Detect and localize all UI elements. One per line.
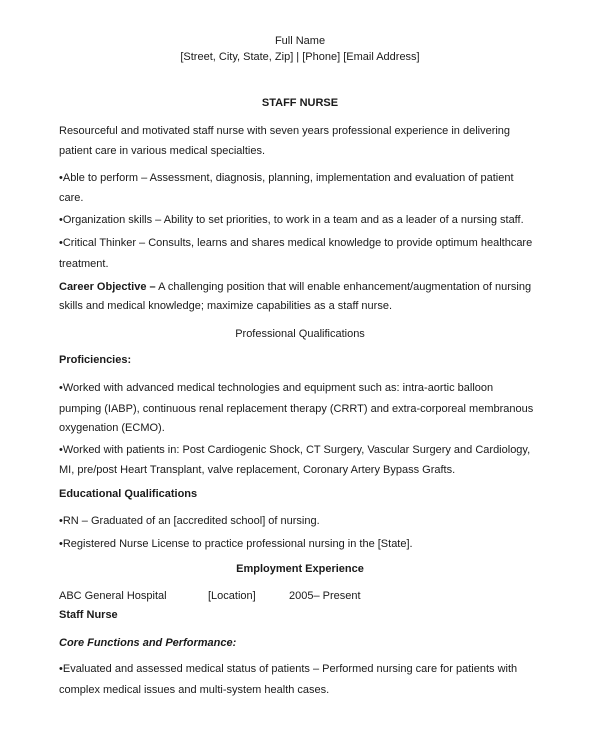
- education-heading: Educational Qualifications: [59, 488, 198, 500]
- career-objective-label: Career Objective –: [59, 281, 156, 293]
- proficiency-1-line-2: pumping (IABP), continuous renal replacement therapy (CRRT) and extra-corporeal membranous: [59, 403, 534, 415]
- summary-line-1: Resourceful and motivated staff nurse with seven years professional experience in delivering: [59, 125, 511, 137]
- proficiency-2-line-1: •Worked with patients in: Post Cardiogenic Shock, CT Surgery, Vascular Surgery and Cardiology,: [59, 444, 531, 456]
- employment-dates: 2005– Present: [289, 590, 361, 602]
- career-objective-line-2: skills and medical knowledge; maximize capabilities as a staff nurse.: [59, 300, 393, 312]
- education-item-2: •Registered Nurse License to practice professional nursing in the [State].: [59, 538, 413, 550]
- professional-qualifications-heading: Professional Qualifications: [235, 328, 365, 340]
- employer-name: ABC General Hospital: [59, 590, 167, 602]
- ability-3-line-2: treatment.: [59, 258, 109, 270]
- full-name: Full Name: [274, 35, 326, 47]
- resume-title: STAFF NURSE: [261, 97, 339, 109]
- summary-line-2: patient care in various medical specialties.: [59, 145, 266, 157]
- proficiency-1-line-1: •Worked with advanced medical technologies and equipment such as: intra-aortic balloon: [59, 382, 494, 394]
- employer-location: [Location]: [208, 590, 256, 602]
- core-function-1-line-2: complex medical issues and multi-system health cases.: [59, 684, 330, 696]
- proficiency-1-line-3: oxygenation (ECMO).: [59, 422, 165, 434]
- ability-1-line-2: care.: [59, 192, 84, 204]
- ability-1-line-1: •Able to perform – Assessment, diagnosis, planning, implementation and evaluation of patient: [59, 172, 514, 184]
- position-title: Staff Nurse: [59, 609, 118, 621]
- employment-heading: Employment Experience: [236, 563, 364, 575]
- proficiency-2-line-2: MI, pre/post Heart Transplant, valve replacement, Coronary Artery Bypass Grafts.: [59, 464, 456, 476]
- core-function-1-line-1: •Evaluated and assessed medical status of patients – Performed nursing care for patients with: [59, 663, 518, 675]
- proficiencies-heading: Proficiencies:: [59, 354, 132, 366]
- ability-2: •Organization skills – Ability to set priorities, to work in a team and as a leader of a nursing staff.: [59, 214, 524, 226]
- ability-3-line-1: •Critical Thinker – Consults, learns and shares medical knowledge to provide optimum healthcare: [59, 237, 533, 249]
- career-objective-line-1: [59, 280, 531, 294]
- career-objective-text: A challenging position that will enable enhancement/augmentation of nursing: [155, 281, 532, 293]
- contact-line: [Street, City, State, Zip] | [Phone] [Email Address]: [180, 51, 420, 63]
- education-item-1: •RN – Graduated of an [accredited school] of nursing.: [59, 515, 320, 527]
- core-functions-heading: Core Functions and Performance:: [59, 637, 237, 649]
